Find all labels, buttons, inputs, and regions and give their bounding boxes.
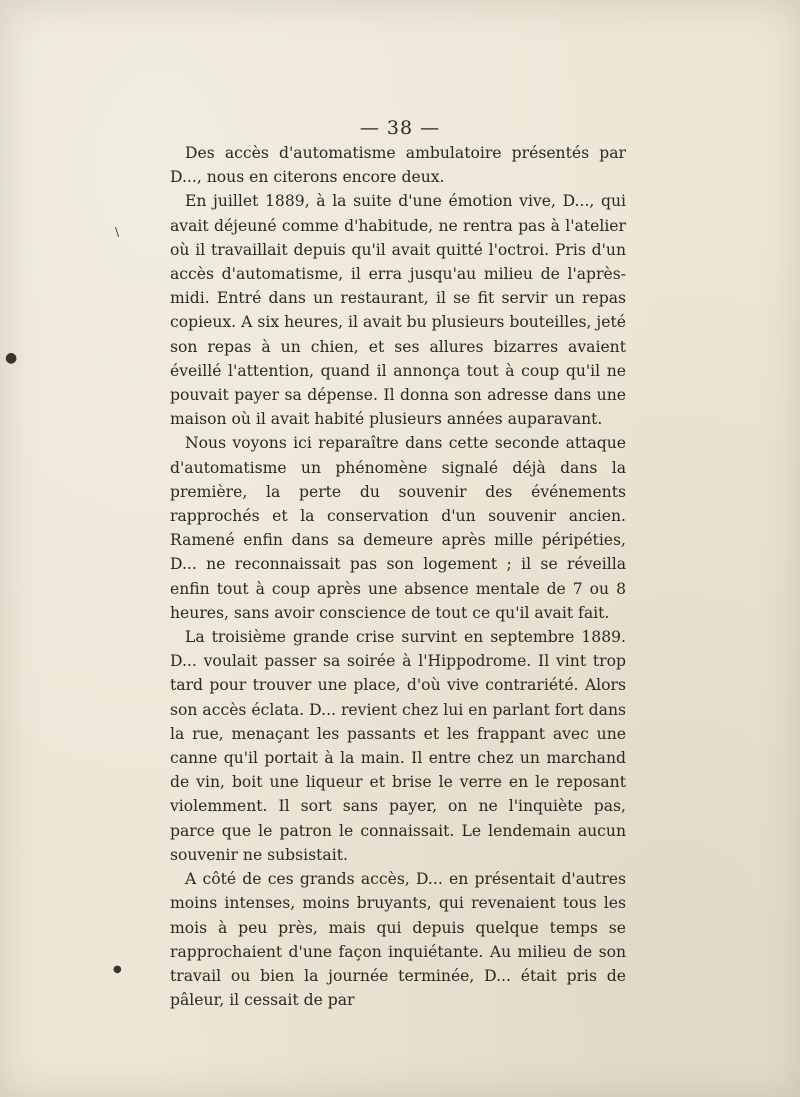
margin-dot: ● [113, 964, 122, 975]
paragraph-2: En juillet 1889, à la suite d'une émotion vive, D..., qui avait déjeuné comme d'habitude, ne rentra pas à l'atelier où il travaillait depuis qu'il avait quitté l'octroi. Pris d'un accès d'automatisme, il erra jusqu'au milieu de l'après-midi. Entré dans un restaurant, il se fit servir un repas copieux. A six heures, il avait bu plusieurs bouteilles, jeté son repas à un chien, et ses allures bizarres avaient éveillé l'attention, quand il annonça tout à coup qu'il ne pouvait payer sa dépense. Il donna son adresse dans une maison où il avait habité plusieurs années auparavant. [170, 192, 626, 429]
paragraph-1: Des accès d'automatisme ambulatoire présentés par D..., nous en citerons encore deux. [170, 144, 626, 187]
margin-dot: ● [5, 350, 18, 366]
margin-mark: \ [115, 225, 120, 239]
body-text [170, 141, 626, 1012]
paragraph-5: A côté de ces grands accès, D... en présentait d'autres moins intenses, moins bruyants, qui revenaient tous les mois à peu près, mais qui depuis quelque temps se rapprochaient d'une façon inquiétante. Au milieu de son travail ou bien la journée terminée, D... était pris de pâleur, il cessait de par [170, 870, 626, 1010]
paragraph-3: Nous voyons ici reparaître dans cette seconde attaque d'automatisme un phénomène signalé déjà dans la première, la perte du souvenir des événements rapprochés et la conservation d'un souvenir ancien. Ramené enfin dans sa demeure après mille péripéties, D... ne reconnaissait pas son logement ; il se réveilla enfin tout à coup après une absence mentale de 7 ou 8 heures, sans avoir conscience de tout ce qu'il avait fait. [170, 434, 626, 622]
paragraph-4: La troisième grande crise survint en septembre 1889. D... voulait passer sa soirée à l'Hippodrome. Il vint trop tard pour trouver une place, d'où vive contrariété. Alors son accès éclata. D... revient chez lui en parlant fort dans la rue, menaçant les passants et les frappant avec une canne qu'il portait à la main. Il entre chez un marchand de vin, boit une liqueur et brise le verre en le reposant violemment. Il sort sans payer, on ne l'inquiète pas, parce que le patron le connaissait. Le lendemain aucun souvenir ne subsistait. [170, 628, 626, 864]
page-number: — 38 — [359, 117, 441, 139]
